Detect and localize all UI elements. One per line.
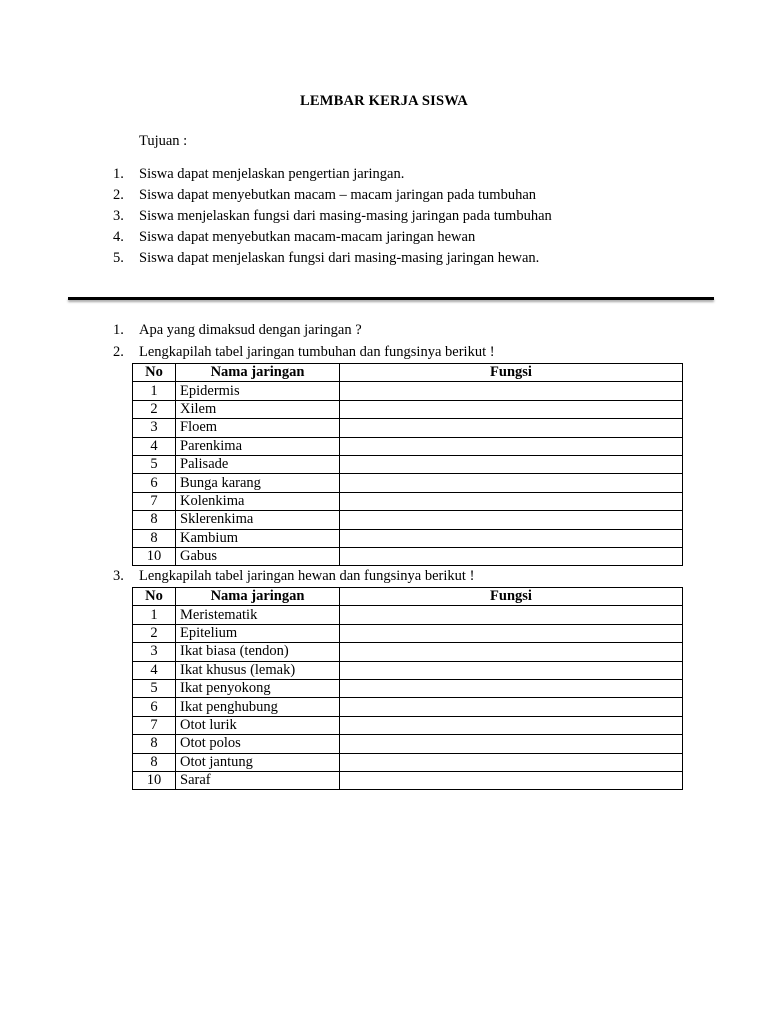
table-row bbox=[133, 382, 683, 400]
objective-number: 3. bbox=[113, 208, 124, 224]
question-number: 1. bbox=[113, 322, 124, 338]
cell-function[interactable] bbox=[340, 643, 683, 661]
cell-name: Saraf bbox=[176, 771, 340, 789]
column-header-no: No bbox=[133, 364, 176, 382]
objective-item bbox=[113, 248, 552, 269]
cell-function[interactable] bbox=[340, 606, 683, 624]
cell-no: 4 bbox=[133, 661, 176, 679]
cell-no: 7 bbox=[133, 716, 176, 734]
table-row bbox=[133, 735, 683, 753]
cell-no: 8 bbox=[133, 511, 176, 529]
cell-no: 4 bbox=[133, 437, 176, 455]
cell-no: 8 bbox=[133, 529, 176, 547]
objective-item bbox=[113, 185, 552, 206]
question-number: 3. bbox=[113, 568, 124, 584]
cell-no: 3 bbox=[133, 643, 176, 661]
objectives-list bbox=[113, 164, 552, 269]
cell-no: 2 bbox=[133, 400, 176, 418]
table-row bbox=[133, 661, 683, 679]
table-row bbox=[133, 771, 683, 789]
cell-name: Palisade bbox=[176, 455, 340, 473]
cell-no: 5 bbox=[133, 455, 176, 473]
cell-name: Gabus bbox=[176, 547, 340, 565]
cell-function[interactable] bbox=[340, 382, 683, 400]
cell-name: Kambium bbox=[176, 529, 340, 547]
cell-name: Kolenkima bbox=[176, 492, 340, 510]
table-row bbox=[133, 753, 683, 771]
table-row bbox=[133, 492, 683, 510]
table-row bbox=[133, 698, 683, 716]
table-row bbox=[133, 606, 683, 624]
column-header-function: Fungsi bbox=[340, 364, 683, 382]
question-text: Lengkapilah tabel jaringan tumbuhan dan fungsinya berikut ! bbox=[139, 344, 495, 360]
table-row bbox=[133, 624, 683, 642]
cell-name: Otot polos bbox=[176, 735, 340, 753]
cell-function[interactable] bbox=[340, 529, 683, 547]
question-text: Apa yang dimaksud dengan jaringan ? bbox=[139, 322, 362, 338]
cell-name: Otot lurik bbox=[176, 716, 340, 734]
cell-no: 1 bbox=[133, 606, 176, 624]
cell-function[interactable] bbox=[340, 753, 683, 771]
cell-function[interactable] bbox=[340, 735, 683, 753]
cell-function[interactable] bbox=[340, 511, 683, 529]
cell-no: 10 bbox=[133, 771, 176, 789]
table-row bbox=[133, 455, 683, 473]
cell-no: 2 bbox=[133, 624, 176, 642]
cell-name: Meristematik bbox=[176, 606, 340, 624]
cell-no: 7 bbox=[133, 492, 176, 510]
cell-name: Ikat biasa (tendon) bbox=[176, 643, 340, 661]
cell-function[interactable] bbox=[340, 547, 683, 565]
plant-tissue-table bbox=[132, 363, 683, 566]
cell-function[interactable] bbox=[340, 771, 683, 789]
question-1 bbox=[113, 320, 362, 340]
animal-tissue-table bbox=[132, 587, 683, 790]
question-number: 2. bbox=[113, 344, 124, 360]
cell-name: Epitelium bbox=[176, 624, 340, 642]
question-3 bbox=[113, 566, 474, 586]
objective-number: 4. bbox=[113, 229, 124, 245]
table-row bbox=[133, 679, 683, 697]
objective-text: Siswa dapat menyebutkan macam – macam jaringan pada tumbuhan bbox=[139, 187, 537, 203]
cell-no: 3 bbox=[133, 419, 176, 437]
cell-name: Ikat penghubung bbox=[176, 698, 340, 716]
cell-name: Epidermis bbox=[176, 382, 340, 400]
cell-name: Parenkima bbox=[176, 437, 340, 455]
table-row bbox=[133, 511, 683, 529]
table-header-row bbox=[133, 588, 683, 606]
objective-text: Siswa dapat menjelaskan fungsi dari masing-masing jaringan hewan. bbox=[139, 250, 540, 266]
column-header-name: Nama jaringan bbox=[176, 364, 340, 382]
cell-function[interactable] bbox=[340, 698, 683, 716]
cell-function[interactable] bbox=[340, 716, 683, 734]
cell-no: 6 bbox=[133, 698, 176, 716]
cell-function[interactable] bbox=[340, 400, 683, 418]
objective-text: Siswa dapat menyebutkan macam-macam jaringan hewan bbox=[139, 229, 476, 245]
cell-no: 6 bbox=[133, 474, 176, 492]
question-text: Lengkapilah tabel jaringan hewan dan fungsinya berikut ! bbox=[139, 568, 475, 584]
column-header-name: Nama jaringan bbox=[176, 588, 340, 606]
cell-function[interactable] bbox=[340, 624, 683, 642]
table-row bbox=[133, 400, 683, 418]
cell-name: Bunga karang bbox=[176, 474, 340, 492]
cell-function[interactable] bbox=[340, 437, 683, 455]
objective-item bbox=[113, 164, 552, 185]
column-header-no: No bbox=[133, 588, 176, 606]
cell-name: Ikat penyokong bbox=[176, 679, 340, 697]
objective-text: Siswa dapat menjelaskan pengertian jaringan. bbox=[139, 166, 405, 182]
table-row bbox=[133, 716, 683, 734]
cell-name: Floem bbox=[176, 419, 340, 437]
table-row bbox=[133, 437, 683, 455]
objective-number: 1. bbox=[113, 166, 124, 182]
page-title: LEMBAR KERJA SISWA bbox=[300, 93, 468, 109]
cell-name: Ikat khusus (lemak) bbox=[176, 661, 340, 679]
cell-function[interactable] bbox=[340, 492, 683, 510]
column-header-function: Fungsi bbox=[340, 588, 683, 606]
cell-function[interactable] bbox=[340, 661, 683, 679]
cell-function[interactable] bbox=[340, 455, 683, 473]
section-divider bbox=[68, 297, 714, 300]
table-header-row bbox=[133, 364, 683, 382]
objectives-label: Tujuan : bbox=[139, 133, 188, 149]
cell-name: Sklerenkima bbox=[176, 511, 340, 529]
cell-function[interactable] bbox=[340, 419, 683, 437]
table-row bbox=[133, 643, 683, 661]
table-row bbox=[133, 529, 683, 547]
cell-function[interactable] bbox=[340, 474, 683, 492]
cell-no: 8 bbox=[133, 735, 176, 753]
cell-no: 8 bbox=[133, 753, 176, 771]
cell-name: Otot jantung bbox=[176, 753, 340, 771]
objective-item bbox=[113, 206, 552, 227]
objective-item bbox=[113, 227, 552, 248]
table-row bbox=[133, 474, 683, 492]
objective-number: 2. bbox=[113, 187, 124, 203]
question-2 bbox=[113, 342, 495, 362]
cell-name: Xilem bbox=[176, 400, 340, 418]
table-row bbox=[133, 419, 683, 437]
table-row bbox=[133, 547, 683, 565]
cell-no: 10 bbox=[133, 547, 176, 565]
cell-no: 1 bbox=[133, 382, 176, 400]
objective-number: 5. bbox=[113, 250, 124, 266]
cell-no: 5 bbox=[133, 679, 176, 697]
cell-function[interactable] bbox=[340, 679, 683, 697]
objective-text: Siswa menjelaskan fungsi dari masing-masing jaringan pada tumbuhan bbox=[139, 208, 552, 224]
